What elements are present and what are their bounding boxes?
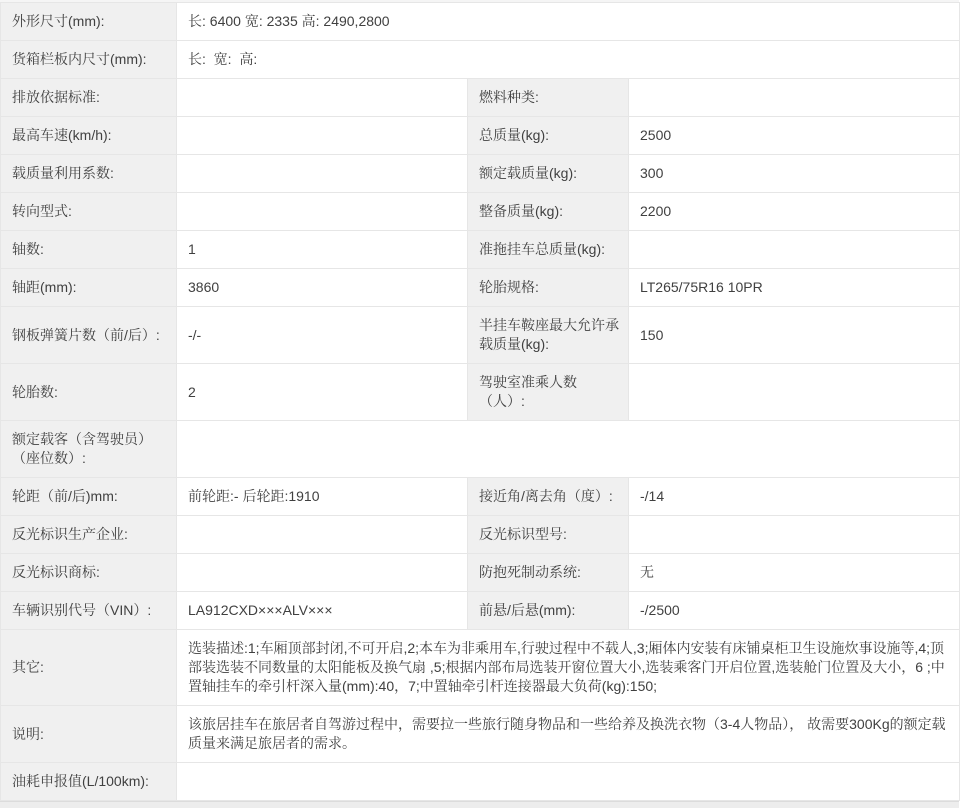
spec-label: 准拖挂车总质量(kg): <box>468 231 629 269</box>
table-row <box>1 79 960 117</box>
table-row <box>1 193 960 231</box>
spec-label: 外形尺寸(mm): <box>1 3 177 41</box>
spec-value: -/14 <box>629 478 960 516</box>
spec-value: 150 <box>629 307 960 364</box>
spec-value: LA912CXD×××ALV××× <box>177 592 468 630</box>
spec-label: 反光标识商标: <box>1 554 177 592</box>
spec-label: 其它: <box>1 630 177 706</box>
spec-value: 2500 <box>629 117 960 155</box>
table-row <box>1 41 960 79</box>
table-row <box>1 117 960 155</box>
table-row <box>1 307 960 364</box>
spec-value <box>177 554 468 592</box>
table-row <box>1 516 960 554</box>
spec-label: 额定载客（含驾驶员）（座位数）: <box>1 421 177 478</box>
spec-value: 长: 宽: 高: <box>177 41 960 79</box>
spec-value <box>177 516 468 554</box>
spec-value <box>177 79 468 117</box>
spec-label: 载质量利用系数: <box>1 155 177 193</box>
spec-label: 防抱死制动系统: <box>468 554 629 592</box>
spec-value <box>177 763 960 801</box>
spec-label: 接近角/离去角（度）: <box>468 478 629 516</box>
spec-label: 反光标识生产企业: <box>1 516 177 554</box>
spec-value <box>177 421 960 478</box>
spec-label: 轮胎数: <box>1 364 177 421</box>
spec-label: 轮胎规格: <box>468 269 629 307</box>
table-row <box>1 231 960 269</box>
spec-value: -/2500 <box>629 592 960 630</box>
spec-label: 整备质量(kg): <box>468 193 629 231</box>
table-row <box>1 630 960 706</box>
spec-value: 选装描述:1;车厢顶部封闭,不可开启,2;本车为非乘用车,行驶过程中不载人,3;厢体内安装有床铺桌柜卫生设施炊事设施等,4;顶部装选装不同数量的太阳能板及换气扇 ,5;根据内部布局选装开窗位置大小,选装乘客门开启位置,选装舱门位置及大小，6 ;中置轴挂车的牵引杆深入量(mm):40，7;中置轴牵引杆连接器最大负荷(kg):150; <box>177 630 960 706</box>
spec-value: 长: 6400 宽: 2335 高: 2490,2800 <box>177 3 960 41</box>
spec-label: 说明: <box>1 706 177 763</box>
spec-label: 额定载质量(kg): <box>468 155 629 193</box>
spec-table <box>0 2 960 801</box>
spec-value: 无 <box>629 554 960 592</box>
spec-value: 2200 <box>629 193 960 231</box>
spec-value: 前轮距:- 后轮距:1910 <box>177 478 468 516</box>
spec-value <box>629 79 960 117</box>
table-row <box>1 155 960 193</box>
spec-value <box>177 193 468 231</box>
spec-label: 轴距(mm): <box>1 269 177 307</box>
spec-table-body <box>1 3 960 801</box>
spec-value: 300 <box>629 155 960 193</box>
spec-label: 燃料种类: <box>468 79 629 117</box>
spec-label: 驾驶室准乘人数（人）: <box>468 364 629 421</box>
spec-label: 总质量(kg): <box>468 117 629 155</box>
spec-value: 2 <box>177 364 468 421</box>
spec-value <box>629 364 960 421</box>
table-row <box>1 364 960 421</box>
spec-value <box>629 516 960 554</box>
spec-value: 该旅居挂车在旅居者自驾游过程中，需要拉一些旅行随身物品和一些给养及换洗衣物（3-4人物品）， 故需要300Kg的额定载质量来满足旅居者的需求。 <box>177 706 960 763</box>
spec-label: 车辆识别代号（VIN）: <box>1 592 177 630</box>
spec-label: 反光标识型号: <box>468 516 629 554</box>
table-row <box>1 3 960 41</box>
table-row <box>1 592 960 630</box>
spec-value <box>629 231 960 269</box>
spec-value: LT265/75R16 10PR <box>629 269 960 307</box>
spec-value <box>177 155 468 193</box>
spec-label: 油耗申报值(L/100km): <box>1 763 177 801</box>
spec-label: 货箱栏板内尺寸(mm): <box>1 41 177 79</box>
spec-label: 转向型式: <box>1 193 177 231</box>
spec-value: 1 <box>177 231 468 269</box>
table-row <box>1 706 960 763</box>
table-row <box>1 478 960 516</box>
spec-value <box>177 117 468 155</box>
spec-label: 排放依据标准: <box>1 79 177 117</box>
table-row <box>1 421 960 478</box>
spec-label: 半挂车鞍座最大允许承载质量(kg): <box>468 307 629 364</box>
table-row <box>1 763 960 801</box>
table-row <box>1 554 960 592</box>
spec-value: 3860 <box>177 269 468 307</box>
bottom-border-band <box>0 801 959 808</box>
spec-value: -/- <box>177 307 468 364</box>
spec-label: 轴数: <box>1 231 177 269</box>
spec-label: 前悬/后悬(mm): <box>468 592 629 630</box>
spec-label: 轮距（前/后)mm: <box>1 478 177 516</box>
table-row <box>1 269 960 307</box>
spec-label: 最高车速(km/h): <box>1 117 177 155</box>
spec-label: 钢板弹簧片数（前/后）: <box>1 307 177 364</box>
